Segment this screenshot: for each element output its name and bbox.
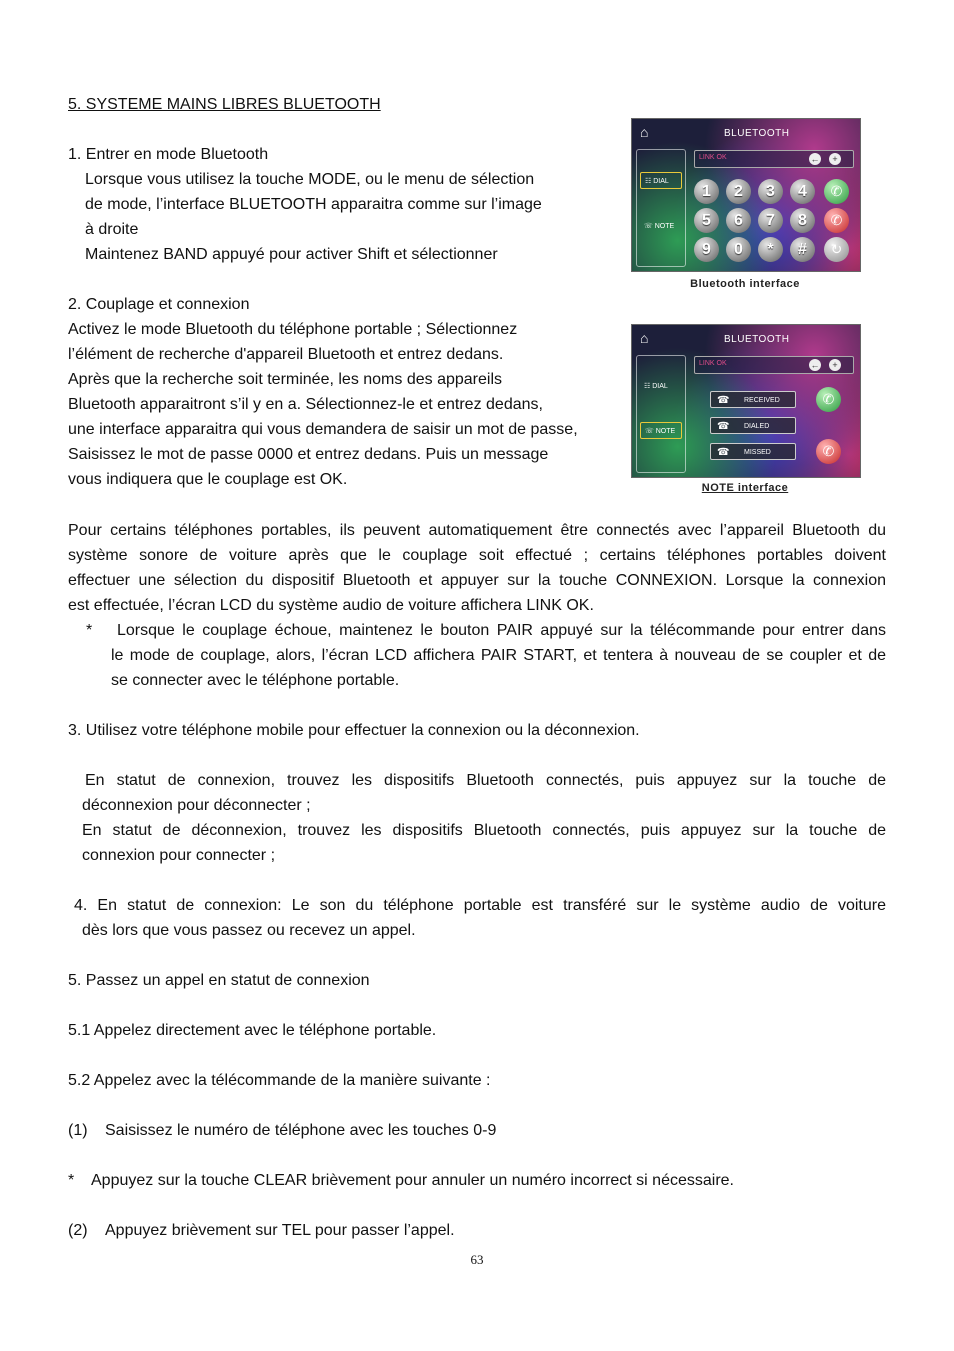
key-8[interactable]: 8 [790, 208, 815, 233]
side-menu [636, 149, 686, 267]
paragraph-line: se connecter avec le téléphone portable. [111, 672, 400, 689]
s3-title: 3. Utilisez votre téléphone mobile pour effectuer la connexion ou la déconnexion. [68, 722, 640, 739]
s2-line: vous indiquera que le couplage est OK. [68, 471, 348, 488]
paragraph-line: effectuer une sélection du dispositif Bluetooth et appuyer sur la touche CONNEXION. Lorsque la connexion [68, 572, 886, 589]
link-status: LINK OK [699, 154, 727, 161]
key-4[interactable]: 4 [790, 179, 815, 204]
clear-bullet: * [68, 1172, 75, 1189]
link-status-bar [694, 150, 854, 168]
step1-number: (1) [68, 1122, 88, 1139]
step1-text: Saisissez le numéro de téléphone avec les touches 0-9 [105, 1122, 497, 1139]
plus-icon[interactable]: + [829, 153, 841, 165]
s1-line: Lorsque vous utilisez la touche MODE, ou le menu de sélection [85, 171, 535, 188]
call-icon[interactable]: ✆ [824, 179, 849, 204]
home-icon[interactable]: ⌂ [640, 124, 649, 140]
s1-title: 1. Entrer en mode Bluetooth [68, 146, 269, 163]
bluetooth-interface-screen [631, 118, 861, 272]
s52-text: 5.2 Appelez avec la télécommande de la manière suivante : [68, 1072, 491, 1089]
note-button[interactable]: ☏ NOTE [640, 422, 682, 439]
bluetooth-interface-caption: Bluetooth interface [690, 278, 800, 290]
transfer-icon[interactable]: ↻ [824, 237, 849, 262]
note-bullet: * [86, 622, 93, 639]
s3-connected-paragraph [82, 768, 886, 818]
paragraph-line: Lorsque le couplage échoue, maintenez le bouton PAIR appuyé sur la télécommande pour entrer dans [117, 622, 886, 639]
paragraph-line: le mode de couplage, alors, l’écran LCD affichera PAIR START, et tentera à nouveau de se coupler et de [111, 647, 886, 664]
missed-button[interactable]: ☎ MISSED [710, 443, 796, 460]
call-icon[interactable]: ✆ [816, 387, 841, 412]
key-5[interactable]: 5 [694, 208, 719, 233]
page-number: 63 [470, 1252, 484, 1267]
screen-title: BLUETOOTH [724, 334, 790, 345]
paragraph-line: En statut de connexion, trouvez les dispositifs Bluetooth connectés, puis appuyez sur la touche de [85, 772, 886, 789]
s2-line: Bluetooth apparaitront s’il y en a. Sélectionnez-le et entrez dedans, [68, 396, 543, 413]
note-interface-screen [631, 324, 861, 478]
paragraph-line: Pour certains téléphones portables, ils peuvent automatiquement être connectés avec l’appareil Bluetooth du [68, 522, 886, 539]
link-status-bar [694, 356, 854, 374]
s2-line: l’élément de recherche d'appareil Bluetooth et entrez dedans. [68, 346, 504, 363]
auto-connect-paragraph [68, 518, 886, 618]
key-star[interactable]: * [758, 237, 783, 262]
s1-line: à droite [85, 221, 139, 238]
clear-text: Appuyez sur la touche CLEAR brièvement pour annuler un numéro incorrect si nécessaire. [91, 1172, 734, 1189]
note-button[interactable]: ☏ NOTE [644, 223, 675, 230]
s2-line: Activez le mode Bluetooth du téléphone portable ; Sélectionnez [68, 321, 518, 338]
s2-line: Après que la recherche soit terminée, les noms des appareils [68, 371, 502, 388]
s1-line: Maintenez BAND appuyé pour activer Shift et sélectionner [85, 246, 498, 263]
step2-number: (2) [68, 1222, 88, 1239]
s3-disconnected-paragraph [82, 818, 886, 868]
hangup-icon[interactable]: ✆ [824, 208, 849, 233]
paragraph-line: 4. En statut de connexion: Le son du téléphone portable est transféré sur le système audio de voiture [74, 897, 886, 914]
s51-text: 5.1 Appelez directement avec le téléphone portable. [68, 1022, 437, 1039]
section-heading: 5. SYSTEME MAINS LIBRES BLUETOOTH [68, 96, 381, 113]
paragraph-line: déconnexion pour déconnecter ; [82, 797, 311, 814]
paragraph-line: est effectuée, l’écran LCD du système audio de voiture affichera LINK OK. [68, 597, 594, 614]
note-interface-caption: NOTE interface [701, 482, 789, 494]
s2-title: 2. Couplage et connexion [68, 296, 250, 313]
key-3[interactable]: 3 [758, 179, 783, 204]
home-icon[interactable]: ⌂ [640, 330, 649, 346]
step2-text: Appuyez brièvement sur TEL pour passer l’appel. [105, 1222, 455, 1239]
arrow-left-icon[interactable]: ← [810, 154, 820, 164]
phone-icon: ☎ [717, 447, 730, 458]
arrow-left-icon[interactable]: ← [810, 360, 820, 370]
phone-icon: ☎ [717, 395, 730, 406]
key-hash[interactable]: # [790, 237, 815, 262]
paragraph-line: système sonore de voiture après que le couplage soit effectué ; certains téléphones portables doivent [68, 547, 886, 564]
key-1[interactable]: 1 [694, 179, 719, 204]
dial-button[interactable]: ☷ DIAL [640, 172, 682, 189]
paragraph-line: dès lors que vous passez ou recevez un appel. [82, 922, 416, 939]
s4-paragraph [74, 893, 886, 943]
paragraph-line: connexion pour connecter ; [82, 847, 276, 864]
side-menu [636, 355, 686, 473]
phone-icon: ☎ [717, 421, 730, 432]
plus-icon[interactable]: + [829, 359, 841, 371]
screen-title: BLUETOOTH [724, 128, 790, 139]
screen-topbar [632, 325, 860, 353]
hangup-icon[interactable]: ✆ [816, 439, 841, 464]
key-9[interactable]: 9 [694, 237, 719, 262]
s5-title: 5. Passez un appel en statut de connexion [68, 972, 370, 989]
key-7[interactable]: 7 [758, 208, 783, 233]
pair-note-paragraph [111, 618, 886, 693]
link-status: LINK OK [699, 360, 727, 367]
s2-line: une interface apparaitra qui vous demandera de saisir un mot de passe, [68, 421, 578, 438]
key-6[interactable]: 6 [726, 208, 751, 233]
dial-button[interactable]: ☷ DIAL [644, 383, 668, 390]
s1-line: de mode, l’interface BLUETOOTH apparaitra comme sur l’image [85, 196, 542, 213]
received-button[interactable]: ☎ RECEIVED [710, 391, 796, 408]
paragraph-line: En statut de déconnexion, trouvez les dispositifs Bluetooth connectés, puis appuyez sur la touche de [82, 822, 886, 839]
key-0[interactable]: 0 [726, 237, 751, 262]
screen-topbar [632, 119, 860, 147]
s2-line: Saisissez le mot de passe 0000 et entrez dedans. Puis un message [68, 446, 549, 463]
dialed-button[interactable]: ☎ DIALED [710, 417, 796, 434]
key-2[interactable]: 2 [726, 179, 751, 204]
